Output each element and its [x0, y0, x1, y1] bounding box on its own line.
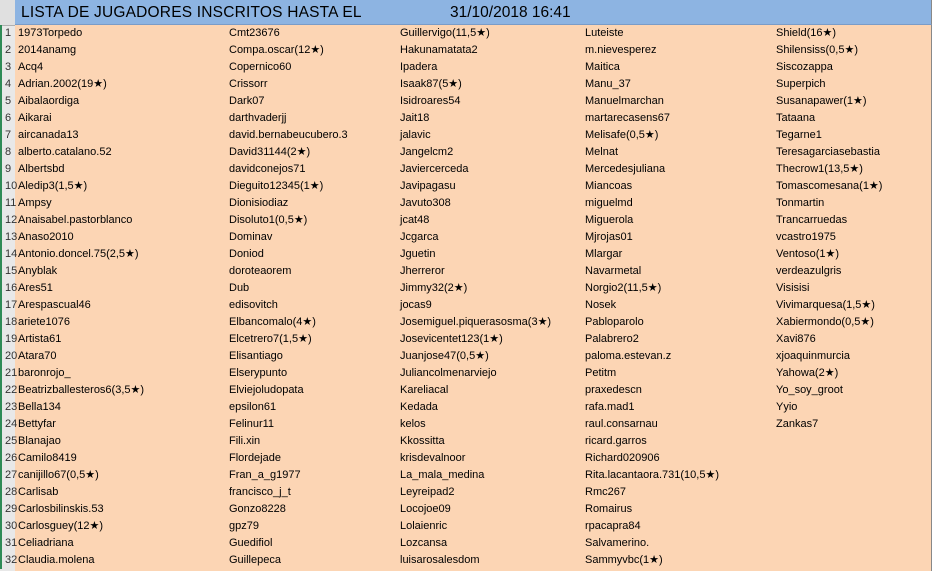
table-row	[0, 127, 934, 144]
player-cell[interactable]: Miguerola	[585, 214, 634, 226]
player-cell[interactable]: Juanjose47(0,5★)	[400, 350, 489, 362]
player-cell[interactable]: raul.consarnau	[585, 418, 658, 430]
row-number[interactable]: 29	[0, 501, 15, 518]
player-cell[interactable]: Albertsbd	[18, 163, 65, 175]
player-cell[interactable]: Sammyvbc(1★)	[585, 554, 663, 566]
player-cell[interactable]: Thecrow1(13,5★)	[776, 163, 863, 175]
table-row	[0, 535, 934, 552]
row-number[interactable]: 26	[0, 450, 15, 467]
row-number[interactable]: 9	[0, 161, 15, 178]
player-cell[interactable]: Navarmetal	[585, 265, 642, 277]
player-cell[interactable]: jalavic	[400, 129, 431, 141]
row-number[interactable]: 7	[0, 127, 15, 144]
table-row	[0, 450, 934, 467]
row-number[interactable]: 3	[0, 59, 15, 76]
player-cell[interactable]: Susanapawer(1★)	[776, 95, 867, 107]
player-cell[interactable]: rafa.mad1	[585, 401, 635, 413]
player-cell[interactable]: Acq4	[18, 61, 44, 73]
player-cell[interactable]: Salvamerino.	[585, 537, 650, 549]
player-cell[interactable]: Gonzo8228	[229, 503, 286, 515]
table-row	[0, 331, 934, 348]
player-cell[interactable]: Jherreror	[400, 265, 445, 277]
player-cell[interactable]: Carlosguey(12★)	[18, 520, 104, 532]
player-cell[interactable]: Leyreipad2	[400, 486, 455, 498]
player-cell[interactable]: Shilensiss(0,5★)	[776, 44, 859, 56]
table-row	[0, 501, 934, 518]
player-cell[interactable]: ariete1076	[18, 316, 70, 328]
player-cell[interactable]: Lolaienric	[400, 520, 448, 532]
row-number[interactable]: 21	[0, 365, 15, 382]
player-cell[interactable]: Teresagarciasebastia	[776, 146, 880, 158]
player-cell[interactable]: Shield(16★)	[776, 27, 837, 39]
player-cell[interactable]: gpz79	[229, 520, 259, 532]
row-number[interactable]: 32	[0, 552, 15, 569]
row-number[interactable]: 18	[0, 314, 15, 331]
table-row	[0, 161, 934, 178]
player-cell[interactable]: Adrian.2002(19★)	[18, 78, 107, 90]
row-number[interactable]: 19	[0, 331, 15, 348]
player-cell[interactable]: Atara70	[18, 350, 57, 362]
player-cell[interactable]: Jait18	[400, 112, 430, 124]
player-cell[interactable]: Juliancolmenarviejo	[400, 367, 497, 379]
player-cell[interactable]: jocas9	[400, 299, 432, 311]
player-cell[interactable]: 2014anamg	[18, 44, 77, 56]
player-cell[interactable]: Carlosbilinskis.53	[18, 503, 104, 515]
table-row	[0, 246, 934, 263]
player-cell[interactable]: Ampsy	[18, 197, 52, 209]
player-cell[interactable]: Yahowa(2★)	[776, 367, 839, 379]
player-cell[interactable]: paloma.estevan.z	[585, 350, 672, 362]
player-cell[interactable]: Jangelcm2	[400, 146, 454, 158]
row-number[interactable]: 25	[0, 433, 15, 450]
player-cell[interactable]: Manu_37	[585, 78, 631, 90]
player-cell[interactable]: Aibalaordiga	[18, 95, 80, 107]
table-row	[0, 518, 934, 535]
player-cell[interactable]: martarecasens67	[585, 112, 670, 124]
player-cell[interactable]: Copernico60	[229, 61, 292, 73]
player-cell[interactable]: Dub	[229, 282, 250, 294]
player-cell[interactable]: Melisafe(0,5★)	[585, 129, 659, 141]
table-row	[0, 467, 934, 484]
player-cell[interactable]: Arespascual46	[18, 299, 91, 311]
row-number[interactable]: 12	[0, 212, 15, 229]
row-number[interactable]: 13	[0, 229, 15, 246]
row-number[interactable]: 23	[0, 399, 15, 416]
player-cell[interactable]: Siscozappa	[776, 61, 833, 73]
player-cell[interactable]: Mjrojas01	[585, 231, 633, 243]
player-cell[interactable]: darthvaderjj	[229, 112, 287, 124]
player-cell[interactable]: jcat48	[400, 214, 430, 226]
table-row	[0, 433, 934, 450]
player-cell[interactable]: Fran_a_g1977	[229, 469, 301, 481]
row-number[interactable]: 16	[0, 280, 15, 297]
row-number[interactable]: 28	[0, 484, 15, 501]
player-cell[interactable]: Petitm	[585, 367, 617, 379]
player-cell[interactable]: Kkossitta	[400, 435, 445, 447]
player-cell[interactable]: Javuto308	[400, 197, 451, 209]
player-cell[interactable]: Anyblak	[18, 265, 58, 277]
player-cell[interactable]: verdeazulgris	[776, 265, 842, 277]
player-cell[interactable]: Dominav	[229, 231, 273, 243]
player-cell[interactable]: Claudia.molena	[18, 554, 95, 566]
table-row	[0, 144, 934, 161]
player-cell[interactable]: Guedifiol	[229, 537, 273, 549]
player-cell[interactable]: Locojoe09	[400, 503, 451, 515]
player-cell[interactable]: Josevicentet123(1★)	[400, 333, 503, 345]
player-cell[interactable]: Doniod	[229, 248, 264, 260]
player-cell[interactable]: krisdevalnoor	[400, 452, 466, 464]
player-cell[interactable]: Hakunamatata2	[400, 44, 478, 56]
player-cell[interactable]: Jimmy32(2★)	[400, 282, 468, 294]
player-cell[interactable]: David31144(2★)	[229, 146, 311, 158]
row-number[interactable]: 22	[0, 382, 15, 399]
row-number[interactable]: 24	[0, 416, 15, 433]
player-cell[interactable]: Tataana	[776, 112, 816, 124]
table-row	[0, 365, 934, 382]
player-cell[interactable]: Camilo8419	[18, 452, 77, 464]
row-number[interactable]: 5	[0, 93, 15, 110]
player-cell[interactable]: Dionisiodiaz	[229, 197, 289, 209]
player-cell[interactable]: Josemiguel.piquerasosma(3★)	[400, 316, 552, 328]
player-cell[interactable]: Yo_soy_groot	[776, 384, 843, 396]
player-cell[interactable]: canijillo67(0,5★)	[18, 469, 99, 481]
player-cell[interactable]: kelos	[400, 418, 426, 430]
table-row	[0, 552, 934, 569]
row-number[interactable]: 17	[0, 297, 15, 314]
table-row	[0, 178, 934, 195]
table-row	[0, 212, 934, 229]
player-cell[interactable]: Palabrero2	[585, 333, 639, 345]
sheet-title: LISTA DE JUGADORES INSCRITOS HASTA EL	[21, 4, 362, 21]
player-cell[interactable]: Miancoas	[585, 180, 633, 192]
table-row	[0, 484, 934, 501]
player-cell[interactable]: praxedescn	[585, 384, 642, 396]
player-cell[interactable]: Flordejade	[229, 452, 281, 464]
table-row	[0, 348, 934, 365]
player-cell[interactable]: Artista61	[18, 333, 62, 345]
player-cell[interactable]: Cmt23676	[229, 27, 280, 39]
player-cell[interactable]: epsilon61	[229, 401, 277, 413]
player-cell[interactable]: Vivimarquesa(1,5★)	[776, 299, 875, 311]
player-cell[interactable]: david.bernabeucubero.3	[229, 129, 348, 141]
player-cell[interactable]: Disoluto1(0,5★)	[229, 214, 308, 226]
player-cell[interactable]: Yyio	[776, 401, 798, 413]
player-cell[interactable]: Ipadera	[400, 61, 438, 73]
title-bar[interactable]	[15, 0, 932, 25]
player-cell[interactable]: miguelmd	[585, 197, 633, 209]
table-row	[0, 382, 934, 399]
player-cell[interactable]: doroteaorem	[229, 265, 292, 277]
player-cell[interactable]: Melnat	[585, 146, 619, 158]
player-cell[interactable]: Elisantiago	[229, 350, 283, 362]
player-cell[interactable]: Tomascomesana(1★)	[776, 180, 883, 192]
player-cell[interactable]: Bella134	[18, 401, 61, 413]
row-number[interactable]: 20	[0, 348, 15, 365]
player-cell[interactable]: Tegarne1	[776, 129, 822, 141]
player-cell[interactable]: Dark07	[229, 95, 265, 107]
player-cell[interactable]: Rita.lacantaora.731(10,5★)	[585, 469, 719, 481]
table-row	[0, 76, 934, 93]
player-cell[interactable]: Lozcansa	[400, 537, 448, 549]
table-row	[0, 314, 934, 331]
player-cell[interactable]: Aikarai	[18, 112, 52, 124]
player-cell[interactable]: luisarosalesdom	[400, 554, 480, 566]
player-cell[interactable]: Maitica	[585, 61, 620, 73]
header-row-number-cell	[0, 0, 15, 26]
player-cell[interactable]: Xavi876	[776, 333, 816, 345]
player-cell[interactable]: Elcetrero7(1,5★)	[229, 333, 312, 345]
player-cell[interactable]: Kareliacal	[400, 384, 449, 396]
player-cell[interactable]: Antonio.doncel.75(2,5★)	[18, 248, 139, 260]
player-cell[interactable]: Mercedesjuliana	[585, 163, 666, 175]
player-cell[interactable]: Trancarruedas	[776, 214, 848, 226]
table-row	[0, 93, 934, 110]
table-row	[0, 25, 934, 42]
sheet-date: 31/10/2018 16:41	[450, 4, 571, 21]
player-cell[interactable]: Elviejoludopata	[229, 384, 304, 396]
table-row	[0, 416, 934, 433]
row-number[interactable]: 8	[0, 144, 15, 161]
player-cell[interactable]: Elbancomalo(4★)	[229, 316, 316, 328]
player-cell[interactable]: Mlargar	[585, 248, 623, 260]
table-row	[0, 229, 934, 246]
player-cell[interactable]: Jcgarca	[400, 231, 439, 243]
player-cell[interactable]: Pabloparolo	[585, 316, 644, 328]
player-cell[interactable]: baronrojo_	[18, 367, 71, 379]
player-cell[interactable]: Guillepeca	[229, 554, 281, 566]
player-cell[interactable]: Carlisab	[18, 486, 59, 498]
player-cell[interactable]: m.nievesperez	[585, 44, 657, 56]
player-cell[interactable]: davidconejos71	[229, 163, 306, 175]
row-number[interactable]: 14	[0, 246, 15, 263]
row-number[interactable]: 10	[0, 178, 15, 195]
player-cell[interactable]: Ventoso(1★)	[776, 248, 840, 260]
table-row	[0, 263, 934, 280]
player-cell[interactable]: xjoaquinmurcia	[776, 350, 850, 362]
player-cell[interactable]: Crissorr	[229, 78, 268, 90]
row-number[interactable]: 30	[0, 518, 15, 535]
player-cell[interactable]: Compa.oscar(12★)	[229, 44, 324, 56]
player-cell[interactable]: Isaak87(5★)	[400, 78, 462, 90]
player-cell[interactable]: Tonmartin	[776, 197, 825, 209]
table-row	[0, 110, 934, 127]
table-row	[0, 280, 934, 297]
player-cell[interactable]: Jguetin	[400, 248, 436, 260]
player-cell[interactable]: Anaso2010	[18, 231, 74, 243]
player-cell[interactable]: Norgio2(11,5★)	[585, 282, 662, 294]
player-cell[interactable]: 1973Torpedo	[18, 27, 83, 39]
player-cell[interactable]: Zankas7	[776, 418, 819, 430]
row-number[interactable]: 27	[0, 467, 15, 484]
table-row	[0, 297, 934, 314]
player-cell[interactable]: edisovitch	[229, 299, 278, 311]
player-cell[interactable]: Nosek	[585, 299, 617, 311]
player-cell[interactable]: La_mala_medina	[400, 469, 485, 481]
player-cell[interactable]: Fili.xin	[229, 435, 261, 447]
row-number[interactable]: 1	[0, 25, 15, 42]
table-row	[0, 42, 934, 59]
player-cell[interactable]: Blanajao	[18, 435, 61, 447]
player-cell[interactable]: Bettyfar	[18, 418, 56, 430]
player-cell[interactable]: francisco_j_t	[229, 486, 291, 498]
player-cell[interactable]: Dieguito12345(1★)	[229, 180, 324, 192]
player-cell[interactable]: Xabiermondo(0,5★)	[776, 316, 874, 328]
player-cell[interactable]: Superpich	[776, 78, 826, 90]
row-number[interactable]: 15	[0, 263, 15, 280]
row-number[interactable]: 6	[0, 110, 15, 127]
table-row	[0, 59, 934, 76]
player-cell[interactable]: vcastro1975	[776, 231, 836, 243]
player-cell[interactable]: Luteiste	[585, 27, 624, 39]
player-cell[interactable]: Richard020906	[585, 452, 660, 464]
player-cell[interactable]: alberto.catalano.52	[18, 146, 112, 158]
player-cell[interactable]: Kedada	[400, 401, 438, 413]
player-cell[interactable]: Isidroares54	[400, 95, 461, 107]
player-cell[interactable]: Felinur11	[229, 418, 275, 430]
player-cell[interactable]: Celiadriana	[18, 537, 74, 549]
player-cell[interactable]: ricard.garros	[585, 435, 647, 447]
row-number[interactable]: 31	[0, 535, 15, 552]
player-cell[interactable]: Manuelmarchan	[585, 95, 664, 107]
table-row	[0, 195, 934, 212]
player-cell[interactable]: Javipagasu	[400, 180, 456, 192]
player-cell[interactable]: Ares51	[18, 282, 53, 294]
player-cell[interactable]: Visisisi	[776, 282, 810, 294]
player-cell[interactable]: Elserypunto	[229, 367, 288, 379]
player-cell[interactable]: Beatrizballesteros6(3,5★)	[18, 384, 145, 396]
player-cell[interactable]: Aledip3(1,5★)	[18, 180, 88, 192]
row-number[interactable]: 4	[0, 76, 15, 93]
table-row	[0, 399, 934, 416]
player-cell[interactable]: Romairus	[585, 503, 633, 515]
player-cell[interactable]: Guillervigo(11,5★)	[400, 27, 490, 39]
player-cell[interactable]: rpacapra84	[585, 520, 641, 532]
row-number[interactable]: 11	[0, 195, 15, 212]
player-cell[interactable]: aircanada13	[18, 129, 79, 141]
player-cell[interactable]: Anaisabel.pastorblanco	[18, 214, 133, 226]
player-cell[interactable]: Javiercerceda	[400, 163, 469, 175]
row-number[interactable]: 2	[0, 42, 15, 59]
player-cell[interactable]: Rmc267	[585, 486, 626, 498]
